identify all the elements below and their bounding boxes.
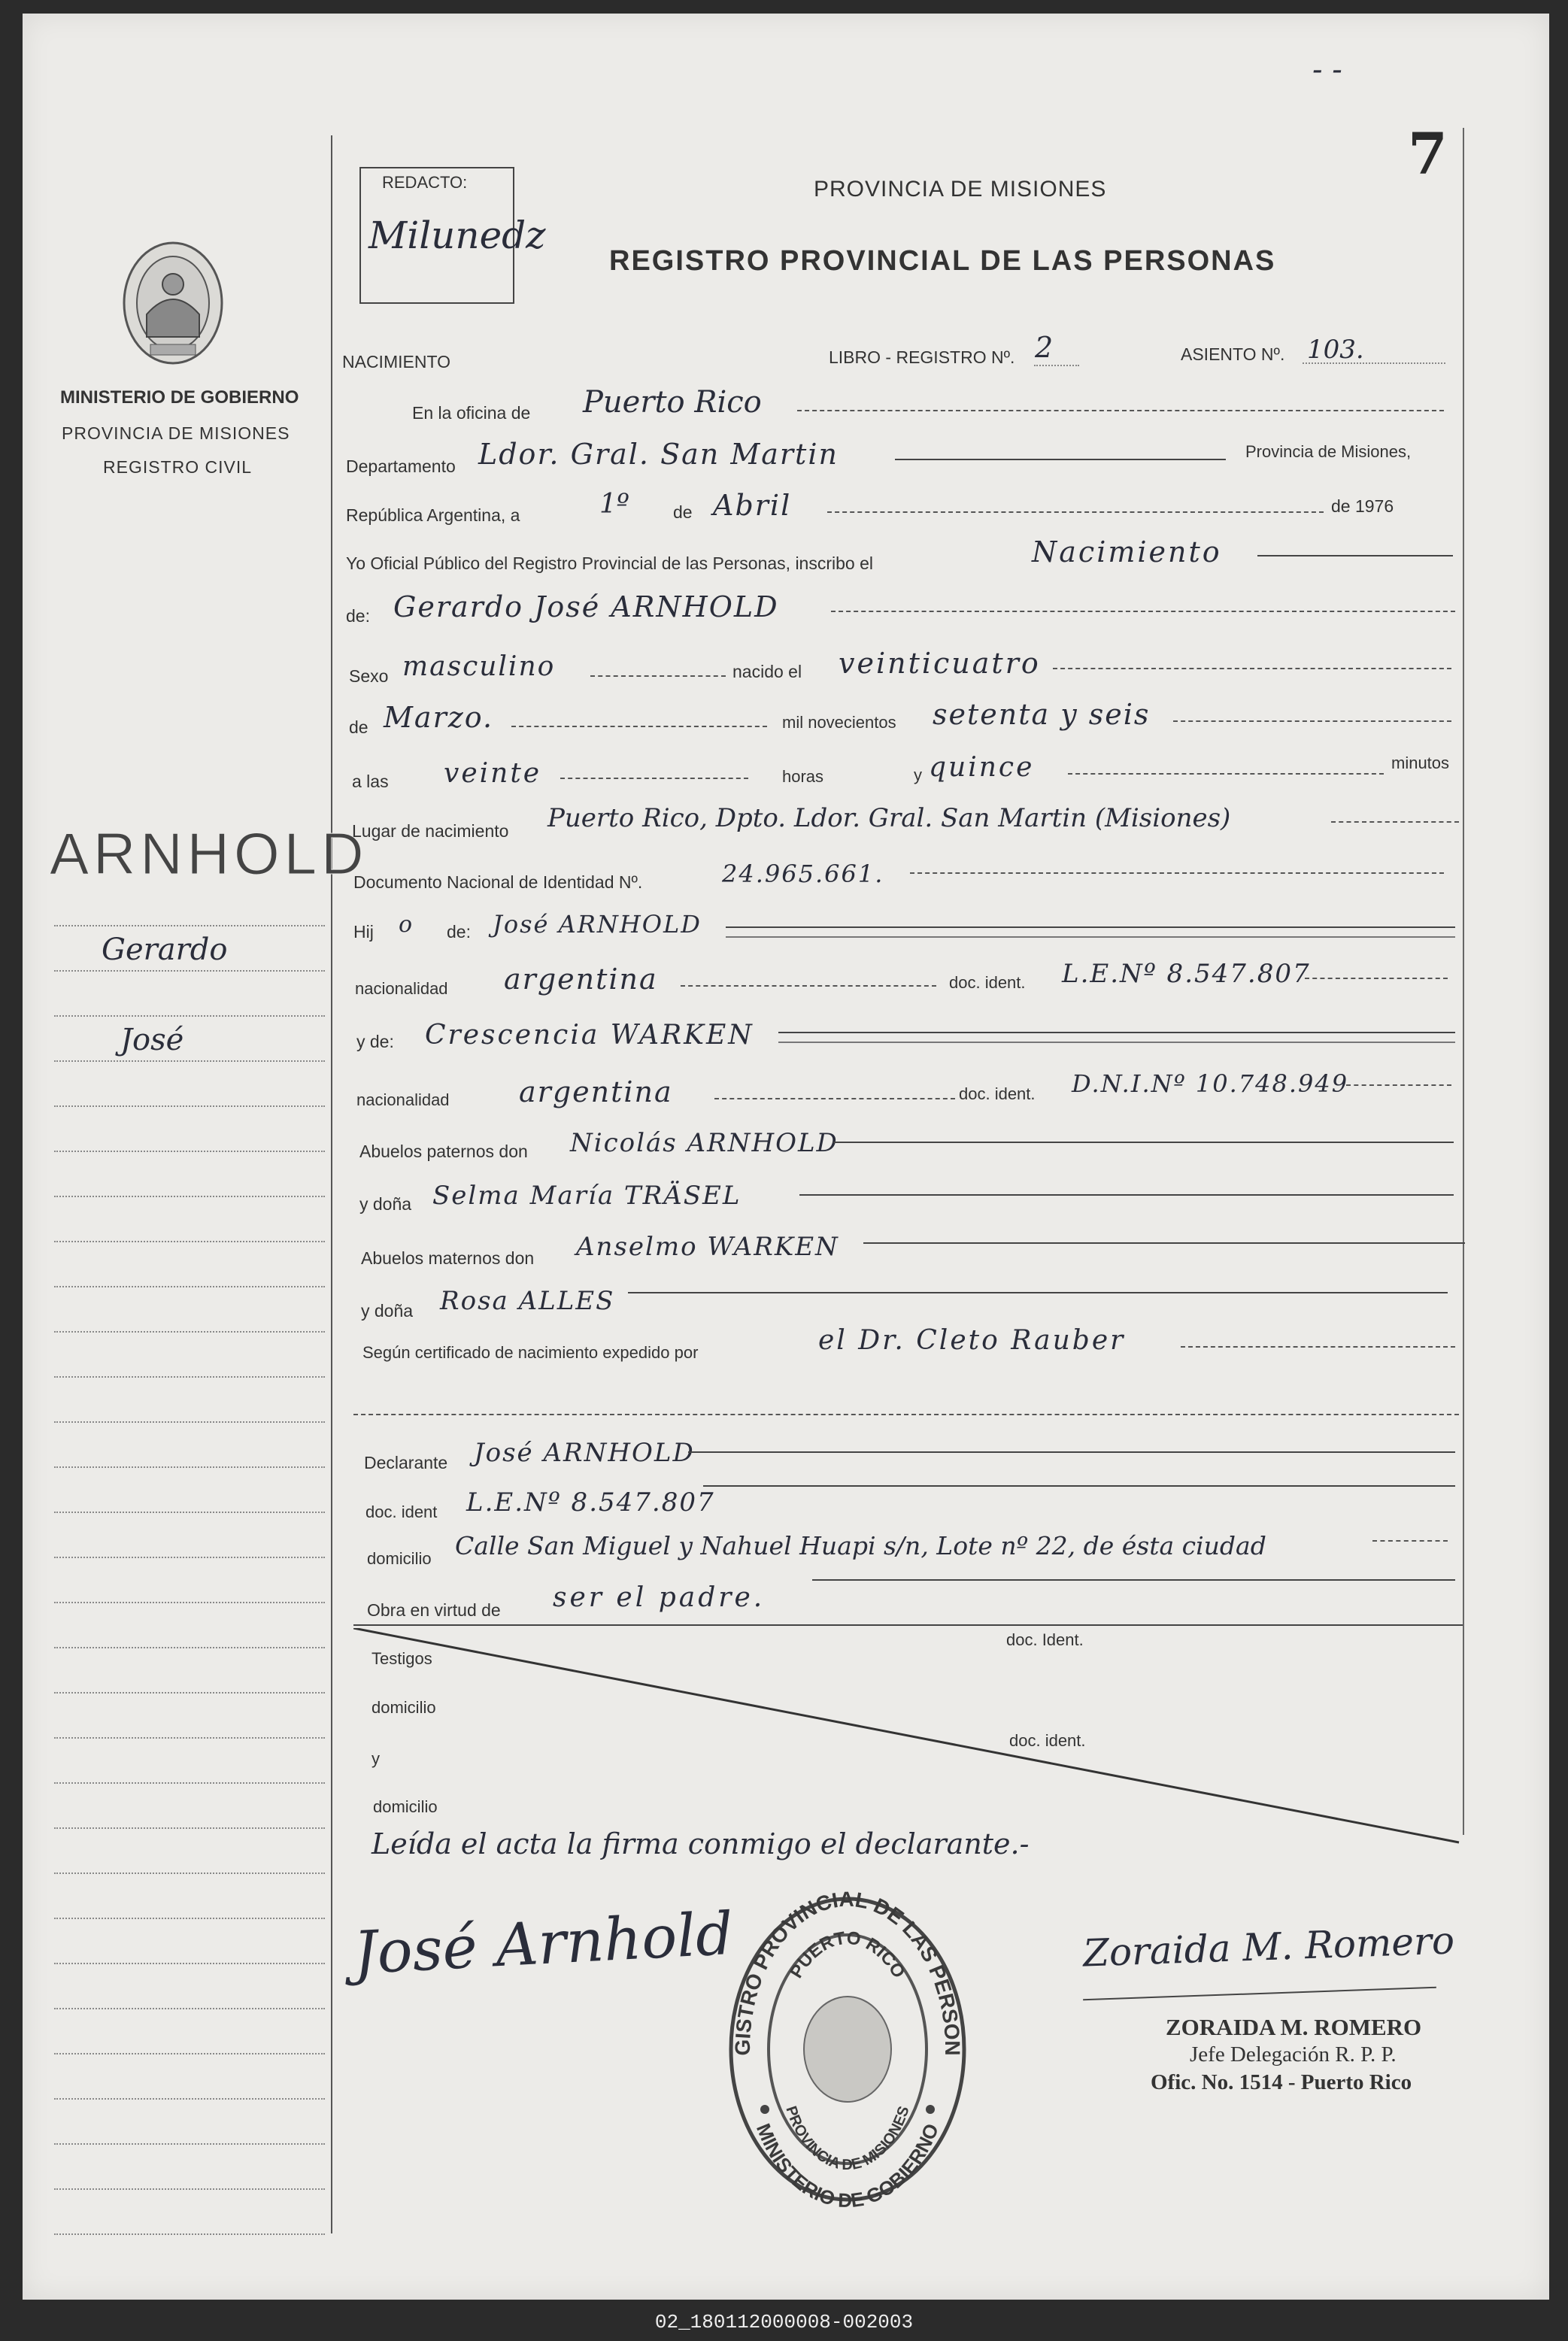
leida-text: Leída el acta la firma conmigo el declarante.- [372,1827,1030,1860]
testigos-y-label: y [372,1749,380,1768]
margin-ruled-line [54,2053,325,2054]
redacto-label: REDACTO: [382,173,468,192]
footer-id: 02_180112000008-002003 [0,2303,1568,2341]
declarante-signature: José Arnhold [351,1900,735,1988]
minutos-value: quince [929,752,1035,783]
docid-madre-label: doc. ident. [959,1084,1036,1103]
form-left-border [331,135,332,2233]
margin-ruled-line [54,2143,325,2145]
margin-ruled-line [54,1918,325,1919]
mil-label: mil novecientos [782,713,896,732]
stamp-inner-text: PUERTO RICO [786,1927,909,1982]
docident-value: L.E.Nº 8.547.807 [466,1487,715,1518]
docid-madre-value: D.N.I.Nº 10.748.949 [1072,1069,1349,1098]
dni-value: 24.965.661. [722,860,884,888]
asiento-value: 103. [1307,335,1364,365]
nombre-value: Gerardo José ARNHOLD [393,590,779,623]
redacto-signature: Milunedz [368,214,546,257]
redacto-box [359,167,546,304]
oficina-value: Puerto Rico [583,385,762,420]
nacido-value: veinticuatro [839,647,1041,680]
margin-name2: José [120,1023,184,1057]
docid-padre-value: L.E.Nº 8.547.807 [1062,959,1311,989]
minutos-label: minutos [1391,754,1450,772]
margin-ruled-line [54,1421,325,1423]
mil-value: setenta y seis [933,698,1151,731]
testigos-domicilio-label-2: domicilio [373,1797,438,1816]
header-registry: REGISTRO PROVINCIAL DE LAS PERSONAS [609,245,1276,277]
libro-value: 2 [1035,331,1054,364]
testigos-domicilio-label: domicilio [372,1698,436,1717]
nacimiento-label: NACIMIENTO [342,352,450,371]
depto-value: Ldor. Gral. San Martin [478,438,839,471]
government-seal [117,239,229,374]
abp-value: Nicolás ARNHOLD [570,1128,839,1158]
margin-ruled-line [54,1196,325,1197]
margin-ruled-line [54,1241,325,1242]
testigos-cancel-line [353,1628,1466,1846]
testigos-docident-label-2: doc. ident. [1009,1731,1086,1750]
oficial-label: Yo Oficial Público del Registro Provincial de las Personas, inscribo el [346,553,873,573]
margin-ruled-line [54,1692,325,1694]
de-label-3: de [349,717,368,737]
margin-ruled-line [54,1286,325,1287]
docident-label: doc. ident [365,1503,438,1521]
mes-value: Abril [713,489,792,522]
margin-ruled-line [54,2233,325,2235]
margin-ruled-line [54,1737,325,1739]
hijo-label: Hij [353,922,374,942]
margin-ruled-line [54,1466,325,1468]
yde-label: y de: [356,1032,394,1051]
margin-ruled-line [54,1060,325,1062]
dni-label: Documento Nacional de Identidad Nº. [353,872,643,892]
official-stamp [723,1891,972,2207]
alas-label: a las [352,772,389,791]
official-name: ZORAIDA M. ROMERO [1166,2014,1422,2040]
sexo-value: masculino [402,651,556,682]
top-mark: - - [1312,53,1342,87]
nac-madre-label: nacionalidad [356,1090,450,1109]
horas-label: horas [782,767,824,786]
libro-label: LIBRO - REGISTRO Nº. [829,347,1015,367]
header-province: PROVINCIA DE MISIONES [814,177,1107,202]
ydona-label-2: y doña [361,1301,414,1321]
page-number: 7 [1408,120,1448,187]
lugar-label: Lugar de nacimiento [352,821,509,841]
madre-value: Crescencia WARKEN [425,1020,754,1051]
margin-ruled-line [54,1151,325,1152]
margin-ruled-line [54,1557,325,1558]
margin-surname: ARNHOLD [50,820,368,887]
margin-ruled-line [54,1963,325,1964]
left-province: PROVINCIA DE MISIONES [62,423,290,443]
y-label: y [914,766,922,784]
official-office: Ofic. No. 1514 - Puerto Rico [1151,2070,1412,2094]
margin-ruled-line [54,1602,325,1603]
testigos-label: Testigos [372,1649,432,1668]
depto-label: Departamento [346,456,456,476]
cert-label: Según certificado de nacimiento expedido por [362,1343,699,1362]
stamp-icon [723,1891,972,2207]
declarante-value: José ARNHOLD [474,1438,695,1468]
obra-value: ser el padre. [553,1582,766,1613]
domicilio-value: Calle San Miguel y Nahuel Huapi s/n, Lote nº 22, de ésta ciudad [455,1531,1266,1560]
nacido-label: nacido el [732,662,802,681]
asiento-label: ASIENTO Nº. [1181,344,1285,364]
abm-value: Anselmo WARKEN [576,1232,839,1262]
margin-ruled-line [54,1376,325,1378]
hijo-o: o [399,911,413,938]
abp-label: Abuelos paternos don [359,1142,528,1161]
margin-ruled-line [54,2098,325,2100]
alas-value: veinte [444,758,542,789]
nac-padre-value: argentina [504,963,658,996]
margin-ruled-line [54,970,325,972]
domicilio-label: domicilio [367,1549,432,1568]
margin-ruled-line [54,1512,325,1513]
sexo-label: Sexo [349,666,389,686]
seal-icon [117,239,229,374]
nac-padre-label: nacionalidad [355,979,448,998]
stamp-bottom-text: PROVINCIA DE MISIONES [782,2104,913,2174]
oficina-label: En la oficina de [412,403,531,423]
abp2-value: Selma María TRÄSEL [432,1181,742,1211]
margin-ruled-line [54,1015,325,1017]
anio-label: de 1976 [1331,496,1394,516]
stamp-outer-text: GISTRO PROVINCIAL DE LAS PERSON [730,1891,965,2056]
dia-value: 1º [599,489,629,520]
official-title: Jefe Delegación R. P. P. [1190,2042,1397,2067]
margin-ruled-line [54,925,325,926]
svg-text:PROVINCIA DE MISIONES [782,2104,912,2173]
hijo-de-label: de: [447,922,471,942]
ydona-label: y doña [359,1194,412,1214]
margin-ruled-line [54,1331,325,1333]
margin-ruled-line [54,2188,325,2190]
abm-label: Abuelos maternos don [361,1248,535,1268]
lugar-value: Puerto Rico, Dpto. Ldor. Gral. San Martin (Misiones) [547,803,1231,833]
cert-value: el Dr. Cleto Rauber [818,1325,1126,1356]
declarante-label: Declarante [364,1453,448,1472]
form-right-border [1463,128,1464,1835]
abm2-value: Rosa ALLES [440,1286,615,1316]
margin-ruled-line [54,1827,325,1829]
obra-label: Obra en virtud de [367,1600,501,1620]
left-civil: REGISTRO CIVIL [103,457,253,477]
margin-ruled-line [54,2008,325,2009]
margin-ruled-line [54,1872,325,1874]
margin-name1: Gerardo [102,932,228,967]
margin-ruled-line [54,1782,325,1784]
testigos-docident-label: doc. Ident. [1006,1630,1084,1649]
official-signature: Zoraida M. Romero [1082,1918,1455,1976]
margin-ruled-line [54,1105,325,1107]
mes2-value: Marzo. [384,701,494,734]
left-ministry: MINISTERIO DE GOBIERNO [60,387,299,408]
padre-value: José ARNHOLD [493,910,702,939]
provincia-label: Provincia de Misiones, [1245,442,1412,461]
de-label-2: de: [346,606,370,626]
oficial-value: Nacimiento [1032,535,1222,569]
margin-ruled-line [54,1647,325,1648]
docid-padre-label: doc. ident. [949,973,1026,992]
nac-madre-value: argentina [519,1075,673,1108]
stamp-ministry-text: MINISTERIO DE GOBIERNO [751,2120,944,2207]
svg-text:PUERTO RICO [786,1927,908,1982]
de-label: de [673,502,693,522]
republica-label: República Argentina, a [346,505,520,525]
